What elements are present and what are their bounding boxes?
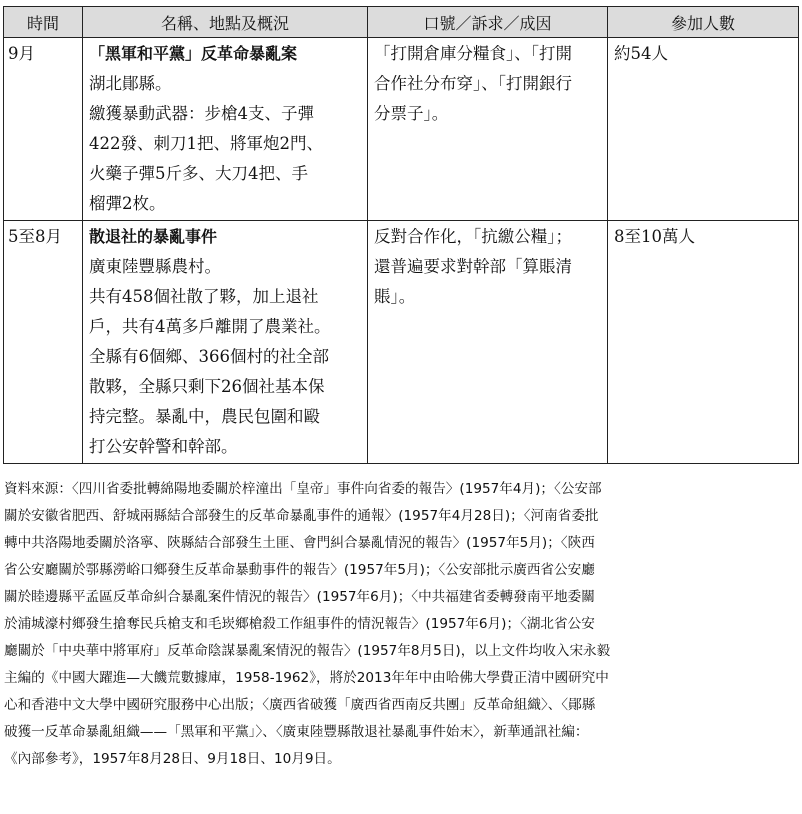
source-line: 主編的《中國大躍進—大饑荒數據庫，1958-1962》，將於2013年年中由哈佛大學費正清中國研究中: [4, 670, 609, 686]
table-row: [4, 38, 799, 221]
source-line: 省公安廳關於鄠縣澇峪口鄉發生反革命暴動事件的報告〉(1957年5月)；〈公安部批示廣西省公安廳: [4, 562, 595, 578]
participants-cell: 8至10萬人: [608, 221, 799, 464]
description-line: 全縣有6個鄉、366個村的社全部: [89, 347, 329, 366]
description-line: 火藥子彈5斤多、大刀4把、手: [89, 164, 308, 183]
participants-cell: 約54人: [608, 38, 799, 221]
source-line: 資料來源：〈四川省委批轉綿陽地委關於梓潼出「皇帝」事件向省委的報告〉(1957年4月)；〈公安部: [4, 481, 602, 497]
source-line: 破獲一反革命暴亂組織——「黑軍和平黨」〉、〈廣東陸豐縣散退社暴亂事件始末〉，新華通訊社編：: [4, 724, 589, 740]
source-note: [4, 476, 800, 773]
source-line: 《內部參考》，1957年8月28日、9月18日、10月9日。: [4, 751, 341, 767]
source-line: 關於睦邊縣平孟區反革命糾合暴亂案件情況的報告〉(1957年6月)；〈中共福建省委轉發南平地委關: [4, 589, 595, 605]
slogan-cell: [368, 38, 608, 221]
slogan-cell: [368, 221, 608, 464]
case-title: 「黑軍和平黨」反革命暴亂案: [89, 44, 298, 63]
description-line: 榴彈2枚。: [89, 194, 166, 213]
time-cell: 5至8月: [4, 221, 83, 464]
source-line: 轉中共洛陽地委關於洛寧、陝縣結合部發生土匪、會門糾合暴亂情況的報告〉(1957年5月)；〈陝西: [4, 535, 595, 551]
description-line: 422發、刺刀1把、將軍炮2門、: [89, 134, 323, 153]
source-line: 關於安徽省肥西、舒城兩縣結合部發生的反革命暴亂事件的通報〉(1957年4月28日)；〈河南省委批: [4, 508, 599, 524]
description-line: 共有458個社散了夥，加上退社: [89, 287, 319, 306]
source-line: 於浦城濠村鄉發生搶奪民兵槍支和毛崁鄉槍殺工作組事件的情況報告〉(1957年6月)；〈湖北省公安: [4, 616, 595, 632]
slogan-line: 還普遍要求對幹部「算賬清: [374, 257, 572, 276]
time-cell: 9月: [4, 38, 83, 221]
header-slogan: 口號／訴求／成因: [368, 7, 608, 38]
header-row: [4, 7, 799, 38]
description-cell: [83, 221, 368, 464]
slogan-line: 合作社分布穿」、「打開銀行: [374, 74, 572, 93]
slogan-line: 賬」。: [374, 287, 416, 306]
header-participants: 參加人數: [608, 7, 799, 38]
description-line: 打公安幹警和幹部。: [89, 437, 238, 456]
case-title: 散退社的暴亂事件: [89, 227, 218, 246]
slogan-line: 「打開倉庫分糧食」、「打開: [374, 44, 572, 63]
description-line: 持完整。暴亂中，農民包圍和毆: [89, 407, 320, 426]
slogan-line: 反對合作化，「抗繳公糧」；: [374, 227, 572, 246]
source-line: 心和香港中文大學中國研究服務中心出版；〈廣西省破獲「廣西省西南反共團」反革命組織〉、〈鄖縣: [4, 697, 596, 713]
header-time: 時間: [4, 7, 83, 38]
description-line: 戶，共有4萬多戶離開了農業社。: [89, 317, 331, 336]
header-name-location: 名稱、地點及概況: [83, 7, 368, 38]
slogan-line: 分票子」。: [374, 104, 449, 123]
table-row: [4, 221, 799, 464]
description-line: 廣東陸豐縣農村。: [89, 257, 221, 276]
description-cell: [83, 38, 368, 221]
description-line: 散夥，全縣只剩下26個社基本保: [89, 377, 325, 396]
description-line: 湖北鄖縣。: [89, 74, 172, 93]
description-line: 繳獲暴動武器：步槍4支、子彈: [89, 104, 314, 123]
source-line: 廳關於「中央華中將軍府」反革命陰謀暴亂案情況的報告〉(1957年8月5日)，以上文件均收入宋永毅: [4, 643, 611, 659]
events-table: [3, 6, 799, 464]
